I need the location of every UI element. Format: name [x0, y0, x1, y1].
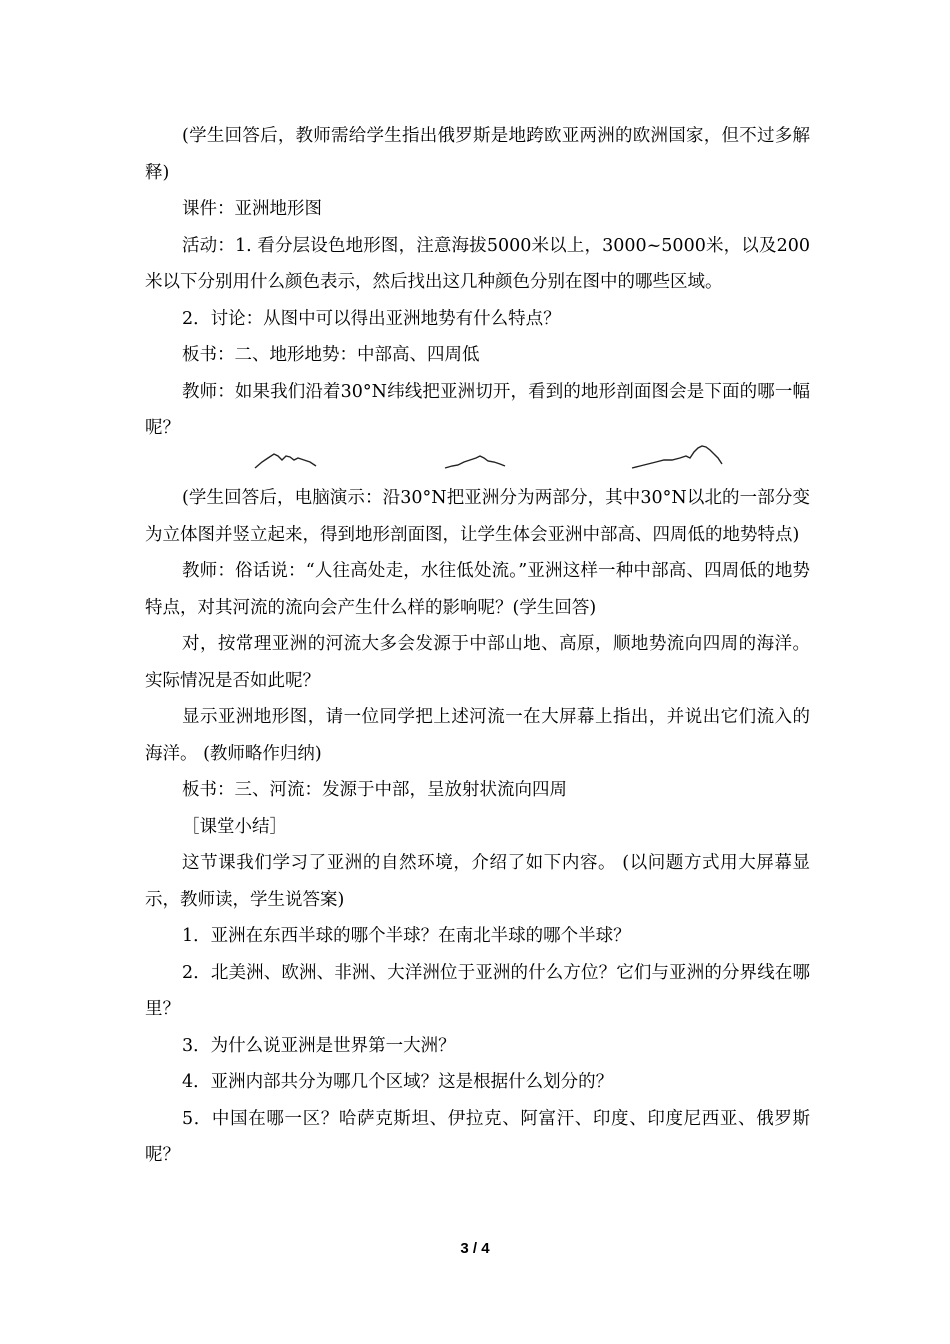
paragraph: 板书：二、地形地势：中部高、四周低: [182, 345, 480, 365]
section-heading: ［课堂小结］: [182, 816, 287, 837]
page-number: 3 / 4: [460, 1240, 490, 1257]
paragraph: 2．讨论：从图中可以得出亚洲地势有什么特点？: [182, 308, 561, 329]
question-item: 1．亚洲在东西半球的哪个半球？在南北半球的哪个半球？: [182, 926, 631, 946]
question-item: 5．中国在哪一区？哈萨克斯坦、伊拉克、阿富汗、印度、印度尼西亚、俄罗斯呢？: [145, 1108, 810, 1165]
terrain-profile-sketches: [250, 438, 730, 478]
paragraph: (学生回答后，教师需给学生指出俄罗斯是地跨欧亚两洲的欧洲国家，但不过多解释): [145, 126, 810, 183]
text-block-lower: [145, 480, 810, 1174]
paragraph: 板书：三、河流：发源于中部，呈放射状流向四周: [182, 780, 567, 800]
paragraph: 显示亚洲地形图，请一位同学把上述河流一在大屏幕上指出，并说出它们流入的海洋。 (教师略作归纳): [145, 707, 810, 764]
profile-sketch-group: [250, 438, 730, 478]
paragraph: 这节课我们学习了亚洲的自然环境，介绍了如下内容。 (以问题方式用大屏幕显示，教师读，学生说答案): [145, 853, 810, 910]
paragraph: 教师：俗话说：“人往高处走，水往低处流。”亚洲这样一种中部高、四周低的地势特点，对其河流的流向会产生什么样的影响呢？(学生回答): [145, 561, 810, 618]
terrain-profile-a: [255, 454, 316, 468]
question-item: 3．为什么说亚洲是世界第一大洲？: [182, 1035, 456, 1056]
paragraph: 对，按常理亚洲的河流大多会发源于中部山地、高原，顺地势流向四周的海洋。实际情况是否如此呢？: [145, 634, 810, 691]
terrain-profile-c: [632, 446, 722, 468]
paragraph: 教师：如果我们沿着30°N纬线把亚洲切开，看到的地形剖面图会是下面的哪一幅呢？: [145, 381, 810, 438]
paragraph: 活动：1. 看分层设色地形图，注意海拔5000米以上，3000~5000米，以及200米以下分别用什么颜色表示，然后找出这几种颜色分别在图中的哪些区域。: [145, 235, 810, 292]
question-item: 2．北美洲、欧洲、非洲、大洋洲位于亚洲的什么方位？它们与亚洲的分界线在哪里？: [145, 962, 810, 1019]
paragraph: 课件：亚洲地形图: [182, 199, 322, 219]
text-block-upper: [145, 118, 810, 447]
question-item: 4．亚洲内部共分为哪几个区域？这是根据什么划分的？: [182, 1072, 614, 1092]
terrain-profile-b: [445, 456, 505, 468]
paragraph: (学生回答后，电脑演示：沿30°N把亚洲分为两部分，其中30°N以北的一部分变为立体图并竖立起来，得到地形剖面图，让学生体会亚洲中部高、四周低的地势特点): [145, 488, 810, 545]
